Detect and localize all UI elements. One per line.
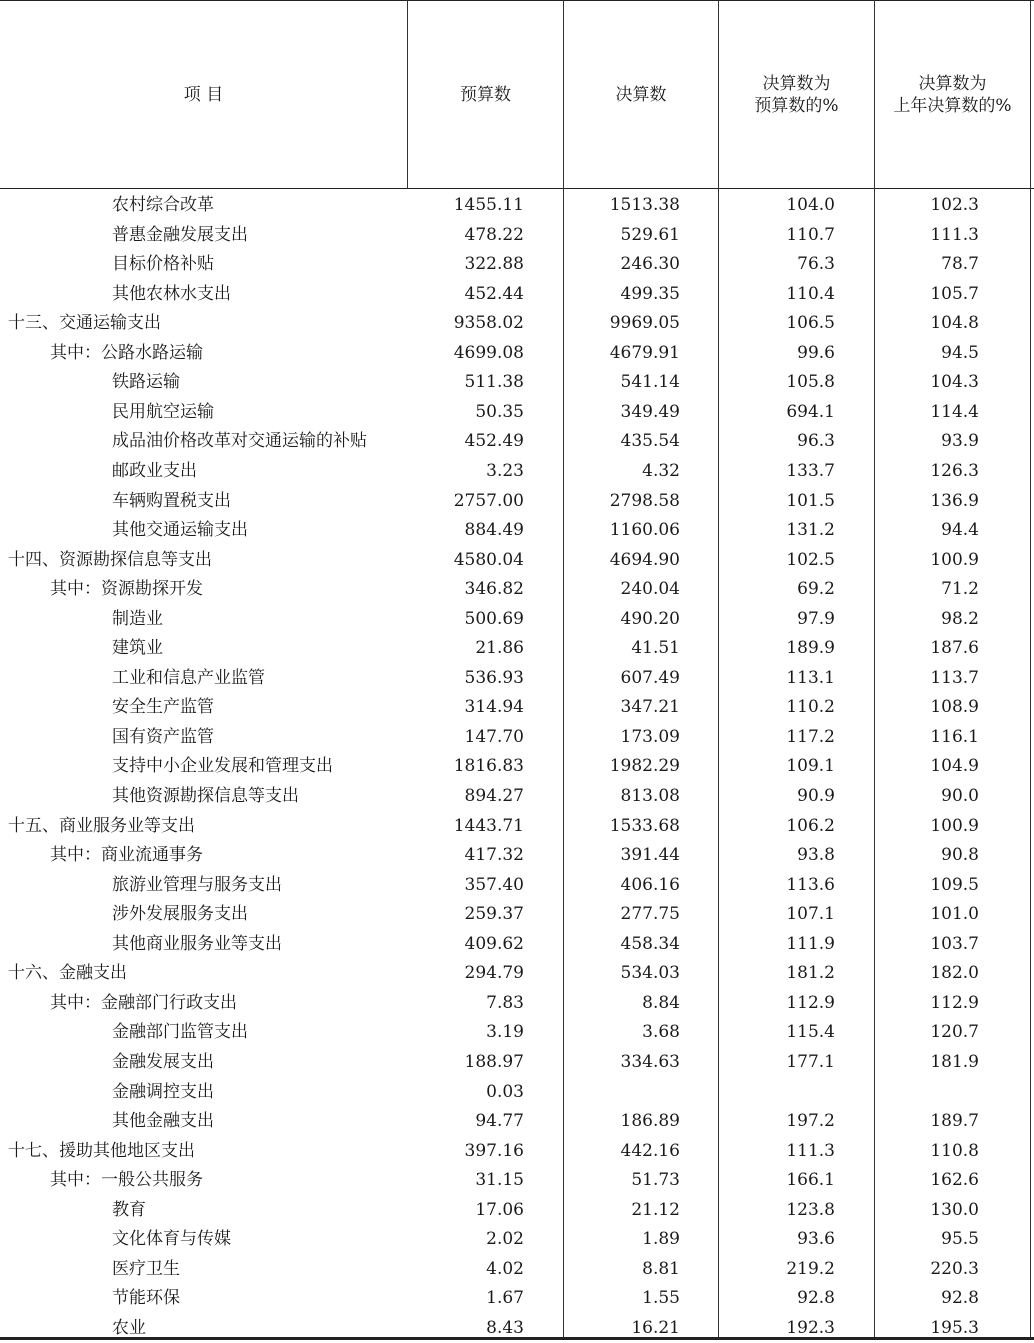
row-item-name: 其他交通运输支出 (112, 520, 248, 541)
row-pct-last-year: 109.5 (930, 874, 979, 895)
row-final: 9969.05 (609, 313, 680, 334)
row-budget: 2.02 (486, 1229, 524, 1250)
table-row (0, 398, 1034, 428)
row-pct-budget: 106.5 (786, 313, 835, 334)
table-row (0, 989, 1034, 1019)
row-budget: 0.03 (486, 1081, 524, 1102)
header-final: 决算数 (615, 84, 667, 105)
table-row (0, 634, 1034, 664)
row-pct-last-year: 136.9 (930, 490, 979, 511)
row-pct-budget: 133.7 (786, 460, 835, 481)
row-item-name: 十六、金融支出 (8, 963, 127, 984)
row-final: 240.04 (620, 579, 680, 600)
row-pct-last-year: 102.3 (930, 195, 979, 215)
row-budget: 409.62 (464, 933, 524, 954)
row-item-name: 涉外发展服务支出 (112, 904, 248, 925)
row-pct-last-year: 112.9 (930, 992, 979, 1013)
row-item-name: 制造业 (112, 608, 163, 629)
row-pct-budget: 96.3 (797, 431, 835, 452)
table-row (0, 782, 1034, 812)
row-pct-last-year: 187.6 (930, 638, 979, 659)
row-pct-budget: 102.5 (786, 549, 835, 570)
row-item-name: 其中：商业流通事务 (50, 845, 203, 866)
row-item-name: 农业 (112, 1317, 146, 1338)
table-row (0, 1078, 1034, 1108)
row-final: 41.51 (631, 638, 680, 659)
row-final: 51.73 (631, 1170, 680, 1191)
row-pct-last-year: 94.5 (941, 342, 979, 363)
row-pct-last-year: 93.9 (941, 431, 979, 452)
row-pct-last-year: 94.4 (941, 520, 979, 541)
table-row (0, 250, 1034, 280)
row-pct-budget: 181.2 (786, 963, 835, 984)
row-budget: 417.32 (464, 845, 524, 866)
row-pct-last-year: 182.0 (930, 963, 979, 984)
row-pct-budget: 123.8 (786, 1199, 835, 1220)
row-budget: 452.49 (464, 431, 524, 452)
row-budget: 147.70 (464, 726, 524, 747)
table-row (0, 723, 1034, 753)
row-final: 21.12 (631, 1199, 680, 1220)
row-item-name: 节能环保 (112, 1288, 180, 1309)
row-item-name: 目标价格补贴 (112, 254, 214, 275)
table-row (0, 1107, 1034, 1137)
row-final: 8.84 (642, 992, 680, 1013)
table-row (0, 487, 1034, 517)
row-pct-budget: 97.9 (797, 608, 835, 629)
row-budget: 357.40 (464, 874, 524, 895)
table-row (0, 841, 1034, 871)
row-pct-budget: 113.6 (786, 874, 835, 895)
row-item-name: 铁路运输 (112, 372, 180, 393)
row-final: 406.16 (620, 874, 680, 895)
table-row (0, 1225, 1034, 1255)
row-budget: 478.22 (464, 224, 524, 245)
row-budget: 1455.11 (453, 195, 524, 215)
row-final: 534.03 (620, 963, 680, 984)
row-item-name: 安全生产监管 (112, 697, 214, 718)
row-item-name: 其他资源勘探信息等支出 (112, 786, 299, 806)
header-final-vs-budget: 决算数为 预算数的% (754, 73, 839, 116)
row-final: 458.34 (620, 933, 680, 954)
row-budget: 94.77 (475, 1111, 524, 1132)
row-budget: 2757.00 (453, 490, 524, 511)
table-row (0, 664, 1034, 694)
header-final-vs-last-year: 决算数为 上年决算数的% (893, 73, 1012, 116)
row-budget: 397.16 (464, 1140, 524, 1161)
row-pct-last-year: 114.4 (930, 401, 979, 422)
row-pct-budget: 101.5 (786, 490, 835, 511)
row-item-name: 医疗卫生 (112, 1258, 180, 1279)
row-pct-budget: 111.3 (786, 1140, 835, 1161)
row-pct-last-year: 110.8 (930, 1140, 979, 1161)
row-final: 541.14 (620, 372, 680, 393)
row-item-name: 其中：公路水路运输 (50, 342, 203, 363)
row-pct-last-year: 162.6 (930, 1170, 979, 1191)
row-final: 173.09 (620, 726, 680, 747)
row-pct-budget: 90.9 (797, 786, 835, 806)
row-final: 435.54 (620, 431, 680, 452)
header-item: 项 目 (183, 84, 224, 105)
row-pct-budget: 110.2 (786, 697, 835, 718)
table-row (0, 605, 1034, 635)
row-pct-budget: 694.1 (786, 401, 835, 422)
row-budget: 894.27 (464, 786, 524, 806)
table-row (0, 1166, 1034, 1196)
table-row (0, 812, 1034, 842)
row-final: 347.21 (620, 697, 680, 718)
row-pct-budget: 112.9 (786, 992, 835, 1013)
row-item-name: 十五、商业服务业等支出 (8, 815, 195, 836)
row-budget: 1816.83 (453, 756, 524, 777)
row-final: 490.20 (620, 608, 680, 629)
row-pct-budget: 76.3 (797, 254, 835, 275)
row-item-name: 十四、资源勘探信息等支出 (8, 549, 212, 570)
row-pct-last-year: 116.1 (930, 726, 979, 747)
table-row (0, 1255, 1034, 1285)
row-final: 1.89 (642, 1229, 680, 1250)
row-pct-budget: 109.1 (786, 756, 835, 777)
row-final: 349.49 (620, 401, 680, 422)
row-final: 334.63 (620, 1051, 680, 1072)
row-final: 1533.68 (609, 815, 680, 836)
row-final: 442.16 (620, 1140, 680, 1161)
row-final: 1160.06 (609, 520, 680, 541)
table-row (0, 1018, 1034, 1048)
row-pct-last-year: 100.9 (930, 815, 979, 836)
row-budget: 7.83 (486, 992, 524, 1013)
row-item-name: 金融发展支出 (112, 1051, 214, 1072)
row-final: 1513.38 (609, 195, 680, 215)
row-pct-last-year: 111.3 (930, 224, 979, 245)
row-pct-budget: 93.6 (797, 1229, 835, 1250)
row-item-name: 其他商业服务业等支出 (112, 933, 282, 954)
row-budget: 31.15 (475, 1170, 524, 1191)
row-pct-budget: 189.9 (786, 638, 835, 659)
row-pct-last-year: 78.7 (941, 254, 979, 275)
row-budget: 1.67 (486, 1288, 524, 1309)
table-row (0, 516, 1034, 546)
row-pct-last-year: 92.8 (941, 1288, 979, 1309)
row-pct-budget: 110.4 (786, 283, 835, 304)
row-pct-budget: 93.8 (797, 845, 835, 866)
table-row (0, 191, 1034, 221)
table-row (0, 871, 1034, 901)
row-item-name: 邮政业支出 (112, 460, 197, 481)
table-row (0, 280, 1034, 310)
row-item-name: 农村综合改革 (112, 195, 214, 215)
table-row (0, 339, 1034, 369)
row-final: 2798.58 (609, 490, 680, 511)
row-item-name: 其他金融支出 (112, 1111, 214, 1132)
row-budget: 17.06 (475, 1199, 524, 1220)
row-pct-last-year: 195.3 (930, 1317, 979, 1338)
row-pct-budget: 219.2 (786, 1258, 835, 1279)
row-pct-budget: 111.9 (786, 933, 835, 954)
row-budget: 294.79 (464, 963, 524, 984)
row-item-name: 金融调控支出 (112, 1081, 214, 1102)
row-pct-last-year (875, 1078, 979, 1108)
table-row (0, 546, 1034, 576)
table-row (0, 1048, 1034, 1078)
table-row (0, 752, 1034, 782)
row-item-name: 其中：一般公共服务 (50, 1170, 203, 1191)
row-pct-last-year: 189.7 (930, 1111, 979, 1132)
row-pct-last-year: 71.2 (941, 579, 979, 600)
row-final: 277.75 (620, 904, 680, 925)
row-final: 16.21 (631, 1317, 680, 1338)
row-item-name: 国有资产监管 (112, 726, 214, 747)
table-row (0, 575, 1034, 605)
row-final: 1.55 (642, 1288, 680, 1309)
row-budget: 314.94 (464, 697, 524, 718)
row-pct-budget: 117.2 (786, 726, 835, 747)
table-row (0, 930, 1034, 960)
row-item-name: 金融部门监管支出 (112, 1022, 248, 1043)
row-budget: 259.37 (464, 904, 524, 925)
table-row (0, 427, 1034, 457)
row-final (564, 1078, 680, 1108)
row-pct-budget: 113.1 (786, 667, 835, 688)
row-pct-last-year: 104.9 (930, 756, 979, 777)
row-pct-last-year: 108.9 (930, 697, 979, 718)
row-pct-last-year: 95.5 (941, 1229, 979, 1250)
row-pct-budget: 105.8 (786, 372, 835, 393)
table-row (0, 457, 1034, 487)
row-pct-last-year: 130.0 (930, 1199, 979, 1220)
row-pct-budget: 115.4 (786, 1022, 835, 1043)
row-pct-last-year: 120.7 (930, 1022, 979, 1043)
row-budget: 322.88 (464, 254, 524, 275)
row-budget: 3.19 (486, 1022, 524, 1043)
row-pct-last-year: 105.7 (930, 283, 979, 304)
row-budget: 4580.04 (453, 549, 524, 570)
row-pct-budget: 177.1 (786, 1051, 835, 1072)
row-pct-last-year: 90.0 (941, 786, 979, 806)
row-pct-last-year: 104.3 (930, 372, 979, 393)
row-pct-budget: 106.2 (786, 815, 835, 836)
table-row (0, 959, 1034, 989)
row-item-name: 支持中小企业发展和管理支出 (112, 756, 333, 777)
row-item-name: 教育 (112, 1199, 146, 1220)
row-budget: 536.93 (464, 667, 524, 688)
row-pct-last-year: 126.3 (930, 460, 979, 481)
row-budget: 1443.71 (453, 815, 524, 836)
row-item-name: 工业和信息产业监管 (112, 667, 265, 688)
row-budget: 4.02 (486, 1258, 524, 1279)
row-final: 4694.90 (609, 549, 680, 570)
row-pct-budget: 69.2 (797, 579, 835, 600)
row-pct-last-year: 181.9 (930, 1051, 979, 1072)
table-row (0, 1284, 1034, 1314)
table-row (0, 309, 1034, 339)
row-final: 246.30 (620, 254, 680, 275)
table-row (0, 1196, 1034, 1226)
row-item-name: 十七、援助其他地区支出 (8, 1140, 195, 1161)
table-row (0, 900, 1034, 930)
row-final: 499.35 (620, 283, 680, 304)
table-row (0, 1137, 1034, 1167)
row-budget: 50.35 (475, 401, 524, 422)
row-item-name: 成品油价格改革对交通运输的补贴 (112, 431, 367, 452)
row-pct-budget: 192.3 (786, 1317, 835, 1338)
table-row (0, 693, 1034, 723)
row-final: 4.32 (642, 460, 680, 481)
row-pct-budget (719, 1078, 835, 1108)
row-budget: 8.43 (486, 1317, 524, 1338)
row-final: 1982.29 (609, 756, 680, 777)
row-item-name: 十三、交通运输支出 (8, 313, 161, 334)
row-item-name: 其中：资源勘探开发 (50, 579, 203, 600)
row-budget: 452.44 (464, 283, 524, 304)
row-budget: 4699.08 (453, 342, 524, 363)
row-final: 8.81 (642, 1258, 680, 1279)
row-final: 3.68 (642, 1022, 680, 1043)
row-pct-last-year: 90.8 (941, 845, 979, 866)
table-row (0, 368, 1034, 398)
row-budget: 884.49 (464, 520, 524, 541)
row-final: 4679.91 (609, 342, 680, 363)
row-pct-last-year: 101.0 (930, 904, 979, 925)
row-final: 813.08 (620, 786, 680, 806)
row-pct-budget: 110.7 (786, 224, 835, 245)
header-budget: 预算数 (460, 84, 511, 105)
row-pct-budget: 166.1 (786, 1170, 835, 1191)
row-item-name: 旅游业管理与服务支出 (112, 874, 282, 895)
row-pct-last-year: 113.7 (930, 667, 979, 688)
row-pct-budget: 92.8 (797, 1288, 835, 1309)
row-item-name: 其中：金融部门行政支出 (50, 992, 237, 1013)
row-item-name: 普惠金融发展支出 (112, 224, 248, 245)
row-pct-last-year: 100.9 (930, 549, 979, 570)
row-budget: 511.38 (464, 372, 524, 393)
row-budget: 9358.02 (453, 313, 524, 334)
row-pct-last-year: 104.8 (930, 313, 979, 334)
row-final: 186.89 (620, 1111, 680, 1132)
row-final: 529.61 (620, 224, 680, 245)
table-row (0, 1314, 1034, 1343)
row-budget: 500.69 (464, 608, 524, 629)
row-pct-budget: 104.0 (786, 195, 835, 215)
row-pct-last-year: 98.2 (941, 608, 979, 629)
row-item-name: 其他农林水支出 (112, 283, 231, 304)
row-item-name: 建筑业 (112, 638, 163, 659)
row-pct-budget: 99.6 (797, 342, 835, 363)
row-final: 607.49 (620, 667, 680, 688)
row-pct-budget: 107.1 (786, 904, 835, 925)
row-final: 391.44 (620, 845, 680, 866)
row-budget: 3.23 (486, 460, 524, 481)
row-pct-last-year: 103.7 (930, 933, 979, 954)
row-budget: 188.97 (464, 1051, 524, 1072)
table-row (0, 221, 1034, 251)
row-pct-budget: 197.2 (786, 1111, 835, 1132)
row-item-name: 文化体育与传媒 (112, 1229, 231, 1250)
row-budget: 21.86 (475, 638, 524, 659)
row-pct-budget: 131.2 (786, 520, 835, 541)
row-item-name: 民用航空运输 (112, 401, 214, 422)
row-budget: 346.82 (464, 579, 524, 600)
row-pct-last-year: 220.3 (930, 1258, 979, 1279)
row-item-name: 车辆购置税支出 (112, 490, 231, 511)
